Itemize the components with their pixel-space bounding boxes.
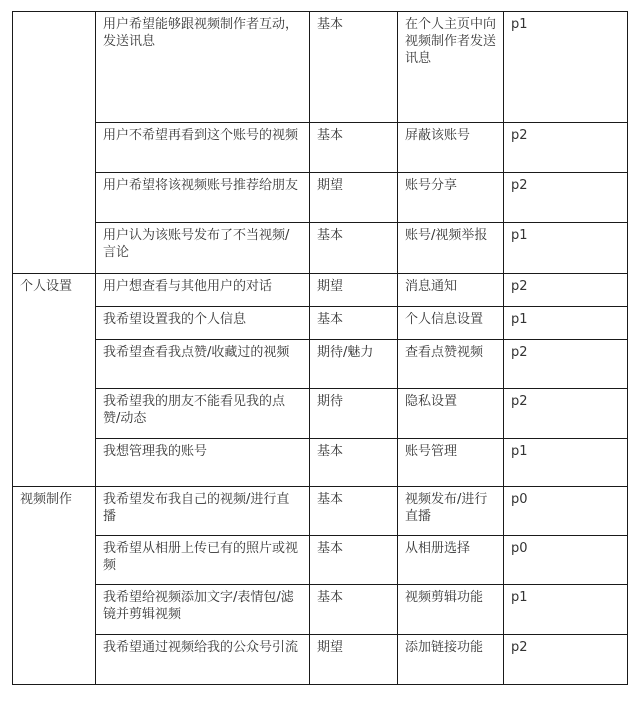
- requirement-type-cell: 基本: [310, 223, 398, 274]
- requirement-type-cell: 期待: [310, 389, 398, 439]
- table-row: [13, 340, 628, 389]
- priority-cell: p1: [504, 439, 628, 487]
- priority-cell: p2: [504, 173, 628, 223]
- table-row: [13, 536, 628, 585]
- priority-cell: p1: [504, 12, 628, 123]
- feature-cell: 在个人主页中向视频制作者发送讯息: [398, 12, 504, 123]
- table-row: [13, 487, 628, 536]
- table-row: [13, 585, 628, 635]
- feature-cell: 账号管理: [398, 439, 504, 487]
- user-story-cell: 我希望设置我的个人信息: [96, 307, 310, 340]
- user-story-cell: 我希望查看我点赞/收藏过的视频: [96, 340, 310, 389]
- priority-cell: p2: [504, 123, 628, 173]
- feature-cell: 屏蔽该账号: [398, 123, 504, 173]
- requirement-type-cell: 期待/魅力: [310, 340, 398, 389]
- feature-cell: 个人信息设置: [398, 307, 504, 340]
- table-row: [13, 439, 628, 487]
- feature-cell: 账号/视频举报: [398, 223, 504, 274]
- user-story-cell: 我希望我的朋友不能看见我的点赞/动态: [96, 389, 310, 439]
- requirement-type-cell: 基本: [310, 12, 398, 123]
- table-row: [13, 274, 628, 307]
- table-row: [13, 389, 628, 439]
- priority-cell: p0: [504, 487, 628, 536]
- requirement-type-cell: 基本: [310, 123, 398, 173]
- user-story-cell: 用户想查看与其他用户的对话: [96, 274, 310, 307]
- table-row: [13, 223, 628, 274]
- module-cell-video-production: 视频制作: [13, 487, 96, 685]
- user-story-cell: 用户不希望再看到这个账号的视频: [96, 123, 310, 173]
- user-story-cell: 我希望通过视频给我的公众号引流: [96, 635, 310, 685]
- priority-cell: p0: [504, 536, 628, 585]
- user-story-cell: 我希望发布我自己的视频/进行直播: [96, 487, 310, 536]
- user-story-cell: 我想管理我的账号: [96, 439, 310, 487]
- module-cell-personal-settings: 个人设置: [13, 274, 96, 487]
- feature-cell: 账号分享: [398, 173, 504, 223]
- table-row: [13, 123, 628, 173]
- feature-cell: 添加链接功能: [398, 635, 504, 685]
- table-row: [13, 307, 628, 340]
- priority-cell: p2: [504, 635, 628, 685]
- user-story-cell: 用户希望将该视频账号推荐给朋友: [96, 173, 310, 223]
- priority-cell: p1: [504, 307, 628, 340]
- feature-cell: 查看点赞视频: [398, 340, 504, 389]
- requirements-table-body: [13, 12, 628, 685]
- requirements-table: [12, 11, 628, 685]
- module-cell: [13, 12, 96, 274]
- priority-cell: p2: [504, 340, 628, 389]
- feature-cell: 视频剪辑功能: [398, 585, 504, 635]
- requirement-type-cell: 期望: [310, 635, 398, 685]
- requirement-type-cell: 基本: [310, 487, 398, 536]
- table-row: [13, 173, 628, 223]
- table-row: [13, 12, 628, 123]
- priority-cell: p1: [504, 585, 628, 635]
- user-story-cell: 用户认为该账号发布了不当视频/言论: [96, 223, 310, 274]
- table-row: [13, 635, 628, 685]
- priority-cell: p2: [504, 274, 628, 307]
- priority-cell: p2: [504, 389, 628, 439]
- requirement-type-cell: 基本: [310, 585, 398, 635]
- requirement-type-cell: 期望: [310, 173, 398, 223]
- priority-cell: p1: [504, 223, 628, 274]
- feature-cell: 视频发布/进行直播: [398, 487, 504, 536]
- feature-cell: 隐私设置: [398, 389, 504, 439]
- requirement-type-cell: 基本: [310, 439, 398, 487]
- requirement-type-cell: 基本: [310, 536, 398, 585]
- feature-cell: 消息通知: [398, 274, 504, 307]
- user-story-cell: 我希望给视频添加文字/表情包/滤镜并剪辑视频: [96, 585, 310, 635]
- user-story-cell: 我希望从相册上传已有的照片或视频: [96, 536, 310, 585]
- user-story-cell: 用户希望能够跟视频制作者互动，发送讯息: [96, 12, 310, 123]
- requirement-type-cell: 基本: [310, 307, 398, 340]
- feature-cell: 从相册选择: [398, 536, 504, 585]
- requirement-type-cell: 期望: [310, 274, 398, 307]
